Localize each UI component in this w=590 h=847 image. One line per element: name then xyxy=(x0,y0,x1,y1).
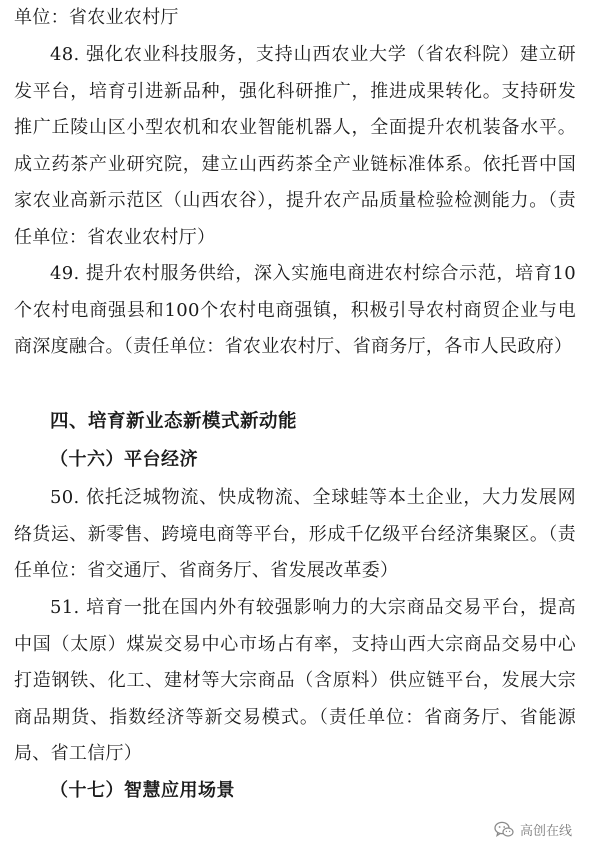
paragraph-item-48: 48. 强化农业科技服务，支持山西农业大学（省农科院）建立研发平台，培育引进新品种，强化科研推广，推进成果转化。支持研发推广丘陵山区小型农机和农业智能机器人，全面提升农机装备水平。成立药茶产业研究院，建立山西药茶全产业链标准体系。依托晋中国家农业高新示范区（山西农谷），提升农产品质量检验检测能力。（责任单位：省农业农村厅） xyxy=(14,44,576,248)
paragraph-unit-line: 单位：省农业农村厅 xyxy=(14,7,179,28)
watermark xyxy=(494,820,572,839)
paragraph-item-49: 49. 提升农村服务供给，深入实施电商进农村综合示范，培育10个农村电商强县和100个农村电商强镇，积极引导农村商贸企业与电商深度融合。（责任单位：省农业农村厅、省商务厅，各市人民政府） xyxy=(14,263,576,357)
subsection-heading-17: （十七）智慧应用场景 xyxy=(50,780,235,801)
watermark-text: 高创在线 xyxy=(519,824,572,839)
subsection-heading-16: （十六）平台经济 xyxy=(50,449,198,470)
wechat-icon xyxy=(494,821,514,838)
paragraph-item-51: 51. 培育一批在国内外有较强影响力的大宗商品交易平台，提高中国（太原）煤炭交易中心市场占有率，支持山西大宗商品交易中心打造钢铁、化工、建材等大宗商品（含原料）供应链平台，发展大宗商品期货、指数经济等新交易模式。（责任单位：省商务厅、省能源局、省工信厅） xyxy=(14,597,576,764)
section-heading: 四、培育新业态新模式新动能 xyxy=(50,411,298,432)
paragraph-item-50: 50. 依托泛城物流、快成物流、全球蛙等本土企业，大力发展网络货运、新零售、跨境电商等平台，形成千亿级平台经济集聚区。（责任单位：省交通厅、省商务厅、省发展改革委） xyxy=(14,487,576,581)
